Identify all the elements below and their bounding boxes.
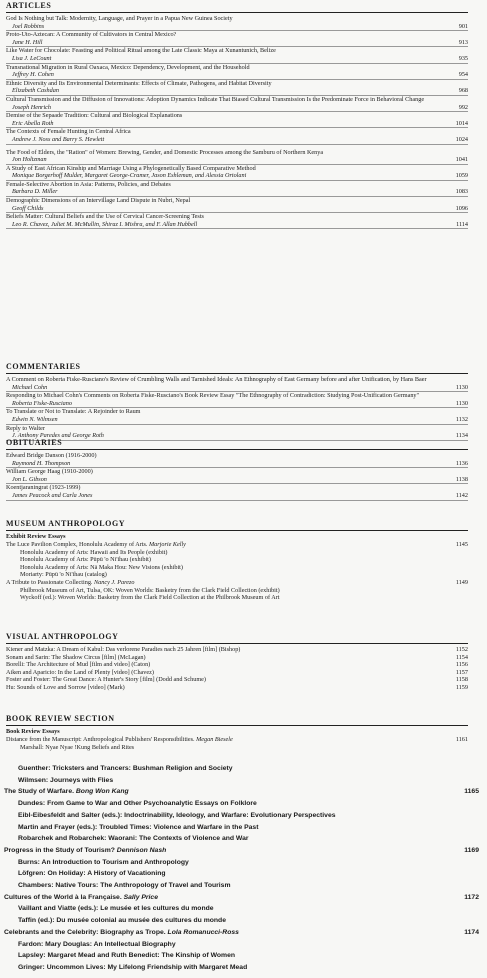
entry-author — [6, 55, 468, 64]
author-name: Joel Robbins — [12, 22, 45, 30]
book-review-item — [4, 822, 479, 834]
author-name: Elizabeth Cashdan — [12, 87, 59, 95]
author-name: Dennison Nash — [116, 846, 167, 854]
page-number: 1165 — [464, 788, 479, 796]
page-number: 1134 — [455, 432, 468, 440]
entry-author — [6, 172, 468, 181]
entry-text: Gringer: Uncommon Lives: My Lifelong Friendship with Margaret Mead — [18, 963, 248, 971]
entry-text: Dundes: From Game to War and Other Psychoanalytic Essays on Folklore — [18, 800, 257, 808]
author-name: Geoff Childs — [12, 204, 44, 212]
museum-entry-2: A Tribute to Passionate Collecting. Nancy J. Parezo 1149 — [6, 578, 468, 586]
book-review-item — [4, 880, 479, 892]
book-review-entry: Distance from the Manuscript: Anthropological Publishers' Responsibilities. Megan Biesele 1161 — [6, 736, 468, 743]
entry-title: Cultural Transmission and the Diffusion of Innovations: Adoption Dynamics Indicate That Biased Cultural Transmission Is the Predominate Force in Behavioral Change — [6, 95, 425, 103]
book-review-item — [4, 915, 479, 927]
page-number: 968 — [458, 87, 468, 95]
page-number: 1158 — [455, 676, 468, 684]
entry-title: Transnational Migration in Rural Oaxaca, Mexico: Dependency, Development, and the Household — [6, 63, 250, 71]
book-review-item — [4, 810, 479, 822]
book-review-item — [4, 962, 479, 974]
author-name: Andrew J. Noss and Barry S. Hewlett — [12, 135, 105, 143]
exhibit-item: Honolulu Academy of Arts: Pūpū 'o Ni'ihau (exhibit) — [20, 556, 151, 564]
author-name: Lola Romanucci-Ross — [167, 928, 239, 936]
section-heading-museum: MUSEUM ANTHROPOLOGY — [6, 519, 468, 531]
author-name: Lisa J. LeCount — [12, 54, 52, 62]
entry-title: A Study of East African Kinship and Marriage Using a Phylogenetically Based Comparative Method — [6, 164, 256, 172]
commentaries-list — [6, 376, 468, 441]
author-name: Sally Price — [123, 893, 158, 901]
entry-text: Chambers: Native Tours: The Anthropology of Travel and Tourism — [18, 882, 231, 890]
author-name: Leo R. Chavez, Juliet M. McMullin, Shiraz I. Mishra, and F. Allan Hubbell — [12, 220, 198, 228]
visual-entry-text: Foster and Foster: The Great Dance: A Hunter's Story [film] (Dodd and Schume) — [6, 676, 206, 684]
section-heading-obituaries: OBITUARIES — [6, 438, 468, 450]
page-number: 1149 — [455, 578, 468, 586]
author-name: Roberta Fiske-Rusciano — [12, 399, 72, 407]
page-number: 992 — [458, 103, 468, 111]
entry-text: Wilmsen: Journeys with Flies — [18, 776, 114, 784]
author-name: Michael Cohn — [12, 383, 48, 391]
book-review-essay — [4, 786, 479, 798]
entry-title: Responding to Michael Cohn's Comments on Roberta Fiske-Rusciano's Book Review Essay "The Ethnography of Contradiction: Studying Post-Unification Germany" — [6, 392, 420, 400]
page-number: 1174 — [464, 928, 479, 936]
entry-title: Reply to Walter — [6, 424, 45, 432]
obituaries-section — [6, 438, 468, 501]
book-review-item — [4, 868, 479, 880]
author-name: Barbara D. Miller — [12, 188, 58, 196]
book-review-subheading: Book Review Essays — [6, 728, 60, 735]
book-review-section — [6, 714, 468, 751]
author-name: Jeffrey H. Cohen — [12, 71, 54, 79]
entry-author — [6, 87, 468, 96]
page-number: 1138 — [455, 475, 468, 483]
entry-author — [6, 71, 468, 80]
author-name: Jon Holtzman — [12, 156, 47, 164]
page-number: 1161 — [455, 736, 468, 743]
entry-text: Guenther: Tricksters and Trancers: Bushman Religion and Society — [18, 765, 233, 772]
entry-title: Ethnic Diversity and Its Environmental Determinants: Effects of Climate, Pathogens, and Habitat Diversity — [6, 79, 272, 87]
visual-entry — [6, 646, 468, 654]
author-name: Joseph Henrich — [12, 103, 52, 111]
entry-text: Progress in the Study of Tourism? — [4, 846, 115, 854]
entry-author — [6, 460, 468, 469]
entry-title: Proto-Uto-Aztecan: A Community of Cultivators in Central Mexico? — [6, 31, 177, 39]
entry-text: Eibl-Eibesfeldt and Salter (eds.): Indoctrinability, Ideology, and Warfare: Evolutionary Perspectives — [18, 811, 336, 819]
exhibit-item: Philbrook Museum of Art, Tulsa, OK: Woven Worlds: Basketry from the Clark Field Collection (exhibit) — [20, 586, 280, 594]
visual-entry-text: Kiener and Matzka: A Dream of Kabul: Das verlorene Paradies nach 25 Jahren [film] (Bishop) — [6, 646, 241, 653]
entry-title: Edward Bridge Danson (1916-2000) — [6, 452, 97, 459]
page-number: 935 — [458, 54, 468, 62]
visual-entry — [6, 676, 468, 684]
page-number: 1114 — [456, 220, 468, 228]
entry-author — [6, 400, 468, 409]
page-number: 1014 — [455, 119, 468, 127]
exhibit-item: Moriarty: Pūpū 'o Ni'ihau (catalog) — [20, 571, 107, 579]
entry-text: Fardon: Mary Douglas: An Intellectual Biography — [18, 940, 176, 948]
entry-text: Cultures of the World à la Française. — [4, 893, 122, 901]
entry-author — [6, 188, 468, 197]
entry-title: Beliefs Matter: Cultural Beliefs and the Use of Cervical Cancer-Screening Tests — [6, 213, 204, 221]
entry-text: Vaillant and Viatte (eds.): Le musée et les cultures du monde — [18, 905, 214, 913]
page-number: 954 — [458, 71, 468, 79]
section-heading-visual: VISUAL ANTHROPOLOGY — [6, 632, 468, 644]
articles-list — [6, 15, 468, 229]
page-number: 1096 — [455, 204, 468, 212]
entry-author — [6, 120, 468, 129]
section-heading-commentaries: COMMENTARIES — [6, 362, 468, 374]
page-number: 1136 — [455, 459, 468, 467]
visual-section — [6, 632, 468, 692]
entry-author — [6, 221, 468, 230]
entry-text: Robarchek and Robarchek: Waorani: The Contexts of Violence and War — [18, 835, 249, 843]
entry-author — [6, 104, 468, 113]
page-number: 1142 — [455, 491, 468, 499]
author-name: Bong Won Kang — [75, 788, 129, 796]
museum-section — [6, 519, 468, 602]
page-number: 1059 — [455, 172, 468, 180]
entry-author — [6, 416, 468, 425]
author-name: Monique Borgerhoff Mulder, Margaret George-Cramer, Jason Eshleman, and Alessia Ortolani — [12, 172, 247, 180]
page-number: 1132 — [455, 415, 468, 423]
section-heading-book-review: BOOK REVIEW SECTION — [6, 714, 468, 726]
entry-author — [6, 476, 468, 485]
entry-author — [6, 136, 468, 145]
book-review-item — [4, 775, 479, 787]
entry-author — [6, 156, 468, 165]
page-number: 1130 — [455, 399, 468, 407]
page-number: 1145 — [455, 541, 468, 548]
visual-entry-text: Aiken and Aparicio: In the Land of Plenty [video] (Chavez) — [6, 668, 154, 676]
entry-author — [6, 205, 468, 214]
visual-entry — [6, 661, 468, 669]
entry-title: Demographic Dimensions of an Intervillage Land Dispute in Nubri, Nepal — [6, 197, 191, 205]
entry-title: God Is Nothing but Talk: Modernity, Language, and Prayer in a Papua New Guinea Society — [6, 15, 233, 22]
visual-entry — [6, 654, 468, 662]
visual-entry — [6, 684, 468, 692]
page-number: 1152 — [455, 646, 468, 653]
book-review-essay — [4, 845, 479, 857]
entry-title: A Comment on Roberta Fiske-Rusciano's Review of Crumbling Walls and Tarnished Ideals: An Ethnography of East Germany before and after Unification, by Hans Baer — [6, 376, 427, 383]
entry-title: Demise of the Sepaade Tradition: Cultural and Biological Explanations — [6, 112, 183, 120]
museum-entry-1-items — [6, 549, 468, 579]
museum-entry-1: The Luce Pavilion Complex, Honolulu Academy of Arts. Marjorie Kelly 1145 — [6, 541, 468, 548]
page-number: 1130 — [455, 383, 468, 391]
page-number: 1159 — [455, 683, 468, 691]
visual-entry — [6, 669, 468, 677]
page-number: 1172 — [464, 893, 479, 901]
page-number: 901 — [458, 22, 468, 30]
visual-list — [6, 646, 468, 692]
author-name: Jane H. Hill — [12, 38, 43, 46]
entry-author — [6, 39, 468, 48]
entry-title: To Translate or Not to Translate: A Rejoinder to Raum — [6, 408, 141, 416]
book-review-item — [4, 903, 479, 915]
page-number: 1156 — [455, 661, 468, 669]
commentaries-section — [6, 362, 468, 441]
obituaries-list — [6, 452, 468, 501]
entry-text: Taffin (ed.): Du musée colonial au musée des cultures du monde — [18, 917, 226, 925]
book-review-item — [4, 763, 479, 775]
page-number: 1154 — [455, 653, 468, 661]
author-name: Edwin N. Wilmsen — [12, 415, 58, 423]
entry-author — [6, 384, 468, 393]
book-review-item — [4, 939, 479, 951]
entry-text: Lapsley: Margaret Mead and Ruth Benedict: The Kinship of Women — [18, 952, 236, 960]
entry-text: Martin and Frayer (eds.): Troubled Times: Violence and Warfare in the Past — [18, 823, 259, 831]
entry-text: The Study of Warfare. — [4, 788, 74, 796]
exhibit-item: Wyckoff (ed.): Woven Worlds: Basketry from the Clark Field Collection at the Philbrook Museum of Art — [20, 594, 280, 602]
visual-entry-text: Hu: Sounds of Love and Sorrow [video] (Mark) — [6, 683, 125, 691]
author-name: Jon L. Gibson — [12, 475, 47, 483]
entry-text: Löfgren: On Holiday: A History of Vacationing — [18, 870, 166, 878]
page-number: 1041 — [455, 156, 468, 164]
articles-section — [6, 1, 468, 229]
page-number: 1157 — [455, 668, 468, 676]
book-review-essay — [4, 927, 479, 939]
entry-title: Koentjaraningrat (1923-1999) — [6, 484, 81, 492]
book-review-essay — [4, 892, 479, 904]
page-number: 913 — [458, 38, 468, 46]
book-review-continued — [4, 763, 479, 974]
book-review-item — [4, 833, 479, 845]
visual-entry-text: Borelli: The Architecture of Mud [film and video] (Caton) — [6, 661, 151, 669]
exhibit-item: Honolulu Academy of Arts: Hawaii and Its People (exhibit) — [20, 548, 168, 556]
entry-title: The Contexts of Female Hunting in Central Africa — [6, 128, 131, 136]
page-number: 1169 — [464, 846, 479, 854]
entry-text: Burns: An Introduction to Tourism and Anthropology — [18, 858, 189, 866]
page-number: 1083 — [455, 188, 468, 196]
entry-title: The Food of Elders, the "Ration" of Women: Brewing, Gender, and Domestic Processes among the Samburu of Northern Kenya — [6, 148, 324, 156]
entry-author — [6, 23, 468, 32]
museum-entry-2-items — [6, 587, 468, 602]
book-review-item — [4, 857, 479, 869]
author-name: Eric Abella Roth — [12, 119, 54, 127]
entry-text: Celebrants and the Celebrity: Biography as Trope. — [4, 928, 166, 936]
exhibit-item: Honolulu Academy of Arts: Nā Maka Hou: New Visions (exhibit) — [20, 563, 183, 571]
entry-title: Like Water for Chocolate: Feasting and Political Ritual among the Late Classic Maya at Xunantunich, Belize — [6, 47, 276, 55]
book-review-item — [4, 798, 479, 810]
book-review-item — [4, 950, 479, 962]
entry-author — [6, 492, 468, 501]
page-number: 1024 — [455, 135, 468, 143]
section-heading-articles: ARTICLES — [6, 1, 468, 13]
author-name: James Peacock and Carla Jones — [12, 491, 93, 499]
author-name: J. Anthony Paredes and George Roth — [12, 432, 104, 440]
author-name: Raymond H. Thompson — [12, 459, 71, 467]
entry-title: William George Haag (1910-2000) — [6, 468, 93, 476]
book-review-item: Marshall: Nyae Nyae !Kung Beliefs and Rites — [20, 743, 135, 751]
visual-entry-text: Sonam and Sarin: The Shadow Circus [film] (McLagan) — [6, 653, 146, 661]
entry-title: Female-Selective Abortion in Asia: Patterns, Policies, and Debates — [6, 180, 171, 188]
museum-subheading: Exhibit Review Essays — [6, 533, 66, 540]
